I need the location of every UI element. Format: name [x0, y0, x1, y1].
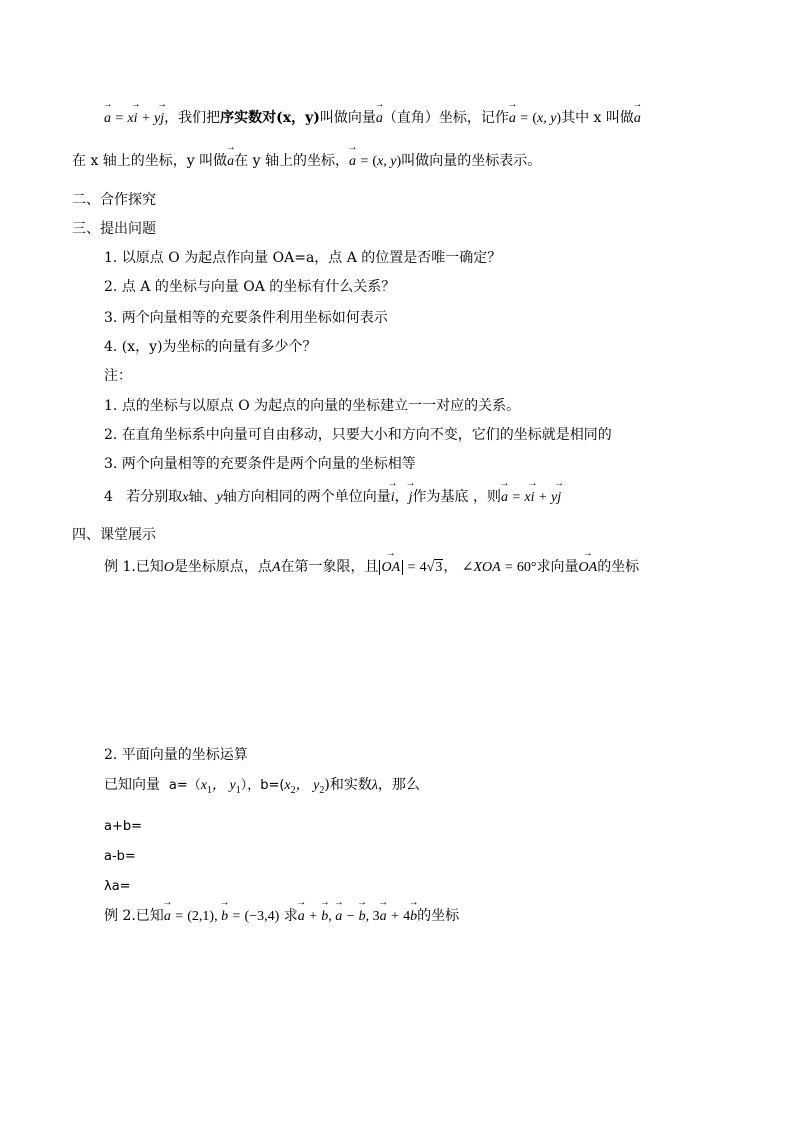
text: 的坐标	[597, 559, 640, 575]
text: ），b=(	[240, 778, 285, 793]
text: ，	[443, 559, 458, 575]
note-4: 4 若分别取x轴、y轴方向相同的两个单位向量→ i，→ j作为基底 ，则→ a = x→ i + y→ j	[104, 487, 561, 508]
text: 是坐标原点，点	[173, 559, 272, 575]
formula-oa: → OA	[579, 560, 598, 575]
formula-requests: → a + → b, → a − → b, 3→ a + 4→ b	[298, 909, 417, 924]
text: 轴方向相同的两个单位向量	[222, 489, 391, 505]
example-2	[104, 906, 459, 927]
text: 在 x 轴上的坐标，y 叫做	[72, 153, 228, 169]
text: 其中 x 叫做	[561, 110, 634, 126]
op-diff: a-b=	[104, 849, 136, 864]
formula-a: → a	[634, 111, 641, 126]
formula-x2-y2: $x_2$， $y_2$	[284, 778, 325, 796]
question-1: 1. 以原点 O 为起点作向量 OA=a，点 A 的位置是否唯一确定？	[104, 250, 502, 266]
text: )和实数	[324, 777, 372, 793]
text: 若分别取	[126, 489, 183, 505]
lambda: λ	[371, 778, 378, 793]
op-sum: a+b=	[104, 819, 143, 834]
definition-line-1	[104, 108, 641, 129]
formula-given-ab: → a = (2,1), → b = (−3,4)	[164, 909, 279, 924]
question-3: 3. 两个向量相等的充要条件利用坐标如何表示	[104, 310, 388, 326]
formula-abs-oa: → OA = 4√3	[379, 559, 444, 575]
definition-line-2	[72, 151, 541, 172]
op-scalar: λa=	[104, 879, 131, 894]
formula-a-eq-xi-yj: → a = x→ i + y→ j	[501, 490, 561, 505]
formula-x1-y1: $x_1$， $y_1$	[200, 778, 241, 796]
text: 的坐标	[417, 908, 460, 924]
text: a=（	[168, 778, 201, 793]
formula-i: → i	[391, 490, 395, 505]
text: （直角）坐标，记作	[382, 110, 509, 126]
text: 4	[104, 489, 113, 505]
text: 例 2.已知	[104, 908, 164, 924]
formula-a: → a	[227, 154, 234, 169]
text: 求	[283, 908, 298, 924]
var-O: O	[163, 560, 174, 575]
text: 在第一象限，且	[280, 559, 379, 575]
text: 在 y 轴上的坐标，	[234, 153, 349, 169]
question-2: 2. 点 A 的坐标与向量 OA 的坐标有什么关系？	[104, 279, 396, 295]
bold-term: 序实数对(x，y)	[220, 110, 320, 126]
heading-display: 四、课堂展示	[72, 527, 156, 543]
formula-a-eq-xy: → a = (x, y)	[509, 111, 561, 126]
note-1: 1. 点的坐标与以原点 O 为起点的向量的坐标建立一一对应的关系。	[104, 398, 521, 414]
formula-a-eq-xy: → a = (x, y)	[349, 154, 401, 169]
var-y: y	[216, 490, 223, 505]
formula-angle: ∠XOA = 60°	[461, 560, 537, 575]
text: 叫做向量	[319, 110, 376, 126]
text: ，我们把	[164, 110, 221, 126]
section-2-given	[104, 775, 420, 801]
formula-a-eq-xi-yj: → a = x→ i + y→ j	[104, 111, 164, 126]
text: 求向量	[536, 559, 579, 575]
example-1	[104, 557, 639, 578]
text: 叫做向量的坐标表示。	[401, 153, 542, 169]
text: ，那么	[377, 777, 420, 793]
var-x: x	[182, 490, 189, 505]
text: 轴、	[188, 489, 217, 505]
heading-questions: 三、提出问题	[72, 221, 156, 237]
text: 作为基底 ，则	[412, 489, 501, 505]
formula-j: → j	[409, 490, 413, 505]
formula-a: → a	[376, 111, 383, 126]
text: 已知向量	[104, 777, 160, 793]
note-label: 注：	[104, 368, 132, 384]
section-2-title: 2. 平面向量的坐标运算	[104, 747, 248, 763]
note-2: 2. 在直角坐标系中向量可自由移动，只要大小和方向不变，它们的坐标就是相同的	[104, 427, 612, 443]
var-A: A	[271, 560, 281, 575]
text: 例 1.已知	[104, 559, 164, 575]
heading-cooperate: 二、合作探究	[72, 192, 156, 208]
question-4: 4. (x，y)为坐标的向量有多少个？	[104, 339, 317, 355]
note-3: 3. 两个向量相等的充要条件是两个向量的坐标相等	[104, 456, 416, 472]
